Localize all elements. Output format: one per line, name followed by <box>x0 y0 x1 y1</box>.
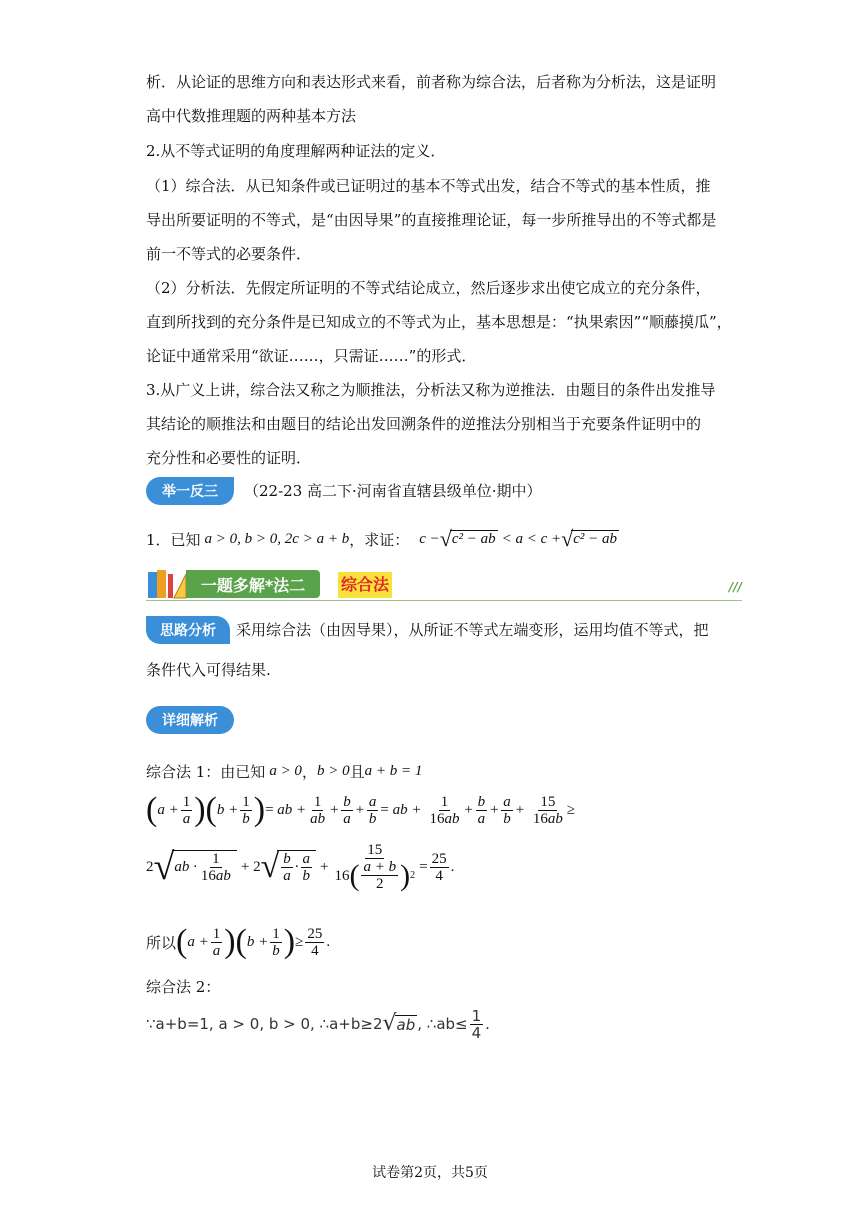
analysis-text: 采用综合法（由因导果），从所证不等式左端变形，运用均值不等式，把 <box>236 621 709 639</box>
method1-condition: 综合法 1：由已知 a > 0 ， b > 0 且 a + b = 1 <box>146 762 423 781</box>
equation-amgm: 2 √ ab · $\frac{1}{16ab}$ + 2 √ $\frac{b}{a}$ · $\frac{a}{b}$ + 15 16 ( $\frac{a + b}{2}$ ) 2 = $\frac{25}{4}$ . <box>146 842 455 892</box>
banner-divider <box>146 600 742 601</box>
equation-expansion: ( a + $\frac{1}{a}$ ) ( b + $\frac{1}{b}$ ) = ab + $\frac{1}{ab}$ + $\frac{b}{a}$ + $\frac{a}{b}$ = ab + $\frac{1}{16ab}$ + $\frac{b}{a}$ + $\frac{a}{b}$ + $\frac{15}{16ab}$ ≥ <box>146 791 576 828</box>
paragraph-line: 直到所找到的充分条件是已知成立的不等式为止，基本思想是：“执果索因”“顺藤摸瓜”， <box>146 313 732 331</box>
paragraph-line: 充分性和必要性的证明． <box>146 449 312 467</box>
paragraph-line: （1）综合法．从已知条件或已证明过的基本不等式出发，结合不等式的基本性质，推 <box>146 177 711 195</box>
page-footer: 试卷第2页，共5页 <box>372 1165 488 1181</box>
analysis-badge: 思路分析 <box>146 616 230 644</box>
paragraph-line: 导出所要证明的不等式，是“由因导果”的直接推理论证，每一步所推导出的不等式都是 <box>146 211 717 229</box>
method2-label: 综合法 2： <box>146 978 221 996</box>
paragraph-line: 析．从论证的思维方向和表达形式来看，前者称为综合法，后者称为分析法，这是证明 <box>146 73 717 91</box>
analysis-text: 条件代入可得结果. <box>146 661 271 679</box>
paragraph-line: 高中代数推理题的两种基本方法 <box>146 107 357 125</box>
paragraph-line: （2）分析法．先假定所证明的不等式结论成立，然后逐步求出使它成立的充分条件， <box>146 279 711 297</box>
problem-statement: 1．已知 a > 0, b > 0, 2c > a + b ，求证： c − √ c² − ab < a < c + √ c² − ab <box>146 526 617 551</box>
paragraph-line: 2.从不等式证明的角度理解两种证法的定义． <box>146 142 446 160</box>
paragraph-line: 前一不等式的必要条件． <box>146 245 312 263</box>
method2-derivation: ∵a+b=1, a > 0, b > 0, ∴a+b≥2 √ ab , ∴ab≤ $\frac{1}{4}$ . <box>146 1006 490 1042</box>
banner-label: 一题多解*法二 <box>186 570 320 598</box>
paragraph-line: 3.从广义上讲，综合法又称之为顺推法，分析法又称为逆推法．由题目的条件出发推导 <box>146 381 716 399</box>
book-ruler-icon <box>146 568 188 600</box>
banner-method: 综合法 <box>338 572 392 598</box>
example-source: （22-23 高二下·河南省直辖县级单位·期中） <box>244 482 542 500</box>
detail-badge: 详细解析 <box>146 706 234 734</box>
banner-marks: /// <box>728 580 742 594</box>
paragraph-line: 论证中通常采用“欲证……，只需证……”的形式． <box>146 347 477 365</box>
method-banner <box>146 566 742 602</box>
conclusion: 所以 ( a + $\frac{1}{a}$ ) ( b + $\frac{1}{b}$ ) ≥ $\frac{25}{4}$ . <box>146 923 331 960</box>
paragraph-line: 其结论的顺推法和由题目的结论出发回溯条件的逆推法分别相当于充要条件证明中的 <box>146 415 702 433</box>
example-badge: 举一反三 <box>146 477 234 505</box>
